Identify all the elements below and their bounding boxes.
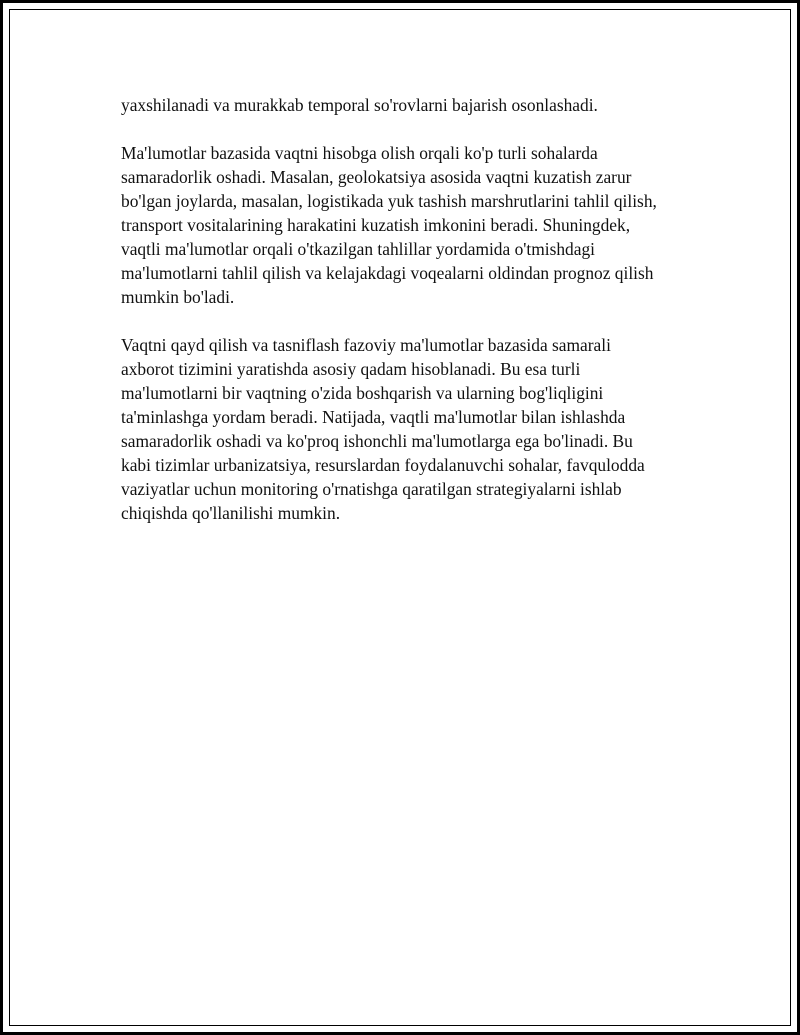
paragraph-3: Vaqtni qayd qilish va tasniflash fazoviy ma'lumotlar bazasida samarali axborot tizimini yaratishda asosiy qadam hisoblanadi. Bu esa turli ma'lumotlarni bir vaqtning o'zida boshqarish va ularning bog'liqligini ta'minlashga yordam beradi. Natijada, vaqtli ma'lumotlar bilan ishlashda samaradorlik oshadi va ko'proq ishonchli ma'lumotlarga ega bo'linadi. Bu kabi tizimlar urbanizatsiya, resurslardan foydalanuvchi sohalar, favqulodda vaziyatlar uchun monitoring o'rnatishga qaratilgan strategiyalarni ishlab chiqishda qo'llanilishi mumkin.	[121, 335, 645, 523]
paragraph-2: Ma'lumotlar bazasida vaqtni hisobga olish orqali ko'p turli sohalarda samaradorlik oshadi. Masalan, geolokatsiya asosida vaqtni kuzatish zarur bo'lgan joylarda, masalan, logistikada yuk tashish marshrutlarini tahlil qilish, transport vositalarining harakatini kuzatish imkonini beradi. Shuningdek, vaqtli ma'lumotlar orqali o'tkazilgan tahlillar yordamida o'tmishdagi ma'lumotlarni tahlil qilish va kelajakdagi voqealarni oldindan prognoz qilish mumkin bo'ladi.	[121, 143, 657, 307]
document-body	[121, 93, 701, 549]
paragraph-1: yaxshilanadi va murakkab temporal so'rovlarni bajarish osonlashadi.	[121, 95, 598, 115]
